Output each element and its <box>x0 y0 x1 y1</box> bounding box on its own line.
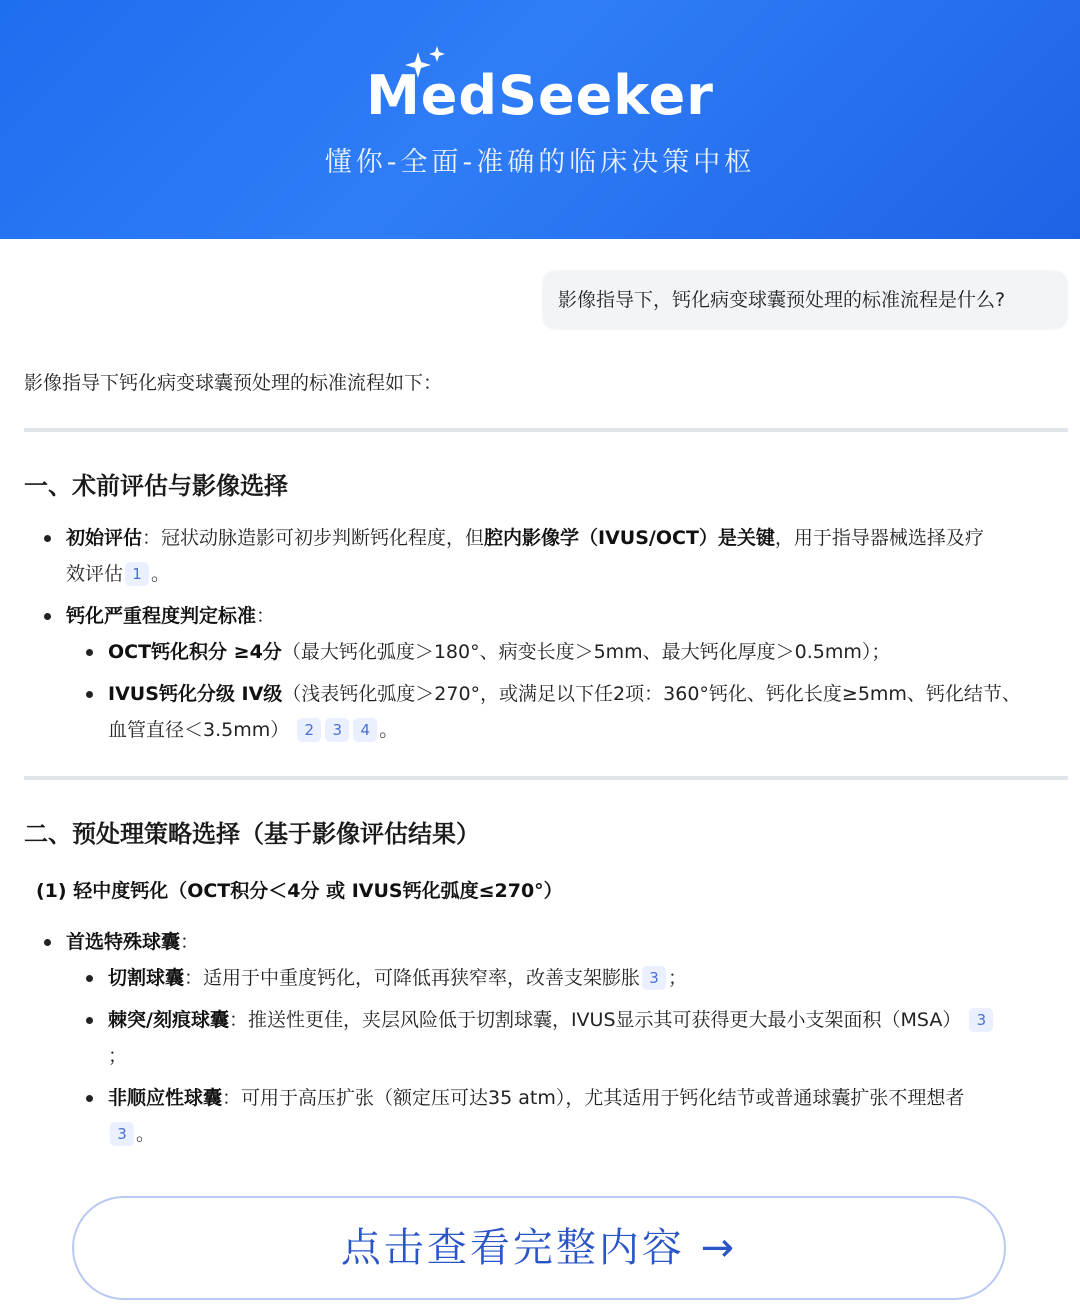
citation-ref[interactable]: 3 <box>110 1122 134 1146</box>
bullet <box>44 535 51 542</box>
list-item: 切割球囊：适用于中重度钙化，可降低再狭窄率，改善支架膨胀 3 ； <box>108 960 687 996</box>
bullet <box>86 691 93 698</box>
citation-ref[interactable]: 1 <box>125 562 149 586</box>
answer-intro: 影像指导下钙化病变球囊预处理的标准流程如下： <box>24 372 443 394</box>
subsection-heading: (1) 轻中度钙化（OCT积分＜4分 或 IVUS钙化弧度≤270°） <box>36 880 563 902</box>
bullet <box>86 649 93 656</box>
citation-ref[interactable]: 4 <box>353 718 377 742</box>
citation-ref[interactable]: 3 <box>969 1008 993 1032</box>
list-item: 初始评估：冠状动脉造影可初步判断钙化程度，但腔内影像学（IVUS/OCT）是关键，用于指导器械选择及疗 效评估 1 。 <box>66 520 1056 592</box>
citation-ref[interactable]: 3 <box>642 966 666 990</box>
bullet <box>86 975 93 982</box>
section-divider <box>24 428 1068 432</box>
user-message-bubble: 影像指导下，钙化病变球囊预处理的标准流程是什么? <box>542 270 1068 330</box>
bullet <box>44 939 51 946</box>
bullet <box>44 613 51 620</box>
bullet <box>86 1017 93 1024</box>
section-divider <box>24 776 1068 780</box>
app-logo: MedSeeker <box>366 64 714 127</box>
list-item: IVUS钙化分级 IV级（浅表钙化弧度＞270°，或满足以下任2项：360°钙化、钙化长度≥5mm、钙化结节、 血管直径＜3.5mm） 2 3 4 。 <box>108 676 1058 748</box>
list-item: 首选特殊球囊： <box>66 924 199 960</box>
list-item: 棘突/刻痕球囊：推送性更佳，夹层风险低于切割球囊，IVUS显示其可获得更大最小支架面积（MSA） 3 ； <box>108 1002 1063 1074</box>
view-full-content-button[interactable]: 点击查看完整内容 → <box>72 1196 1006 1300</box>
list-item: OCT钙化积分 ≥4分（最大钙化弧度＞180°、病变长度＞5mm、最大钙化厚度＞0.5mm）； <box>108 634 890 670</box>
section-heading-1: 一、术前评估与影像选择 <box>24 472 288 500</box>
brand-banner <box>0 0 1080 239</box>
list-item: 钙化严重程度判定标准： <box>66 598 275 634</box>
citation-ref[interactable]: 3 <box>325 718 349 742</box>
citation-ref[interactable]: 2 <box>297 718 321 742</box>
section-heading-2: 二、预处理策略选择（基于影像评估结果） <box>24 820 480 848</box>
item-label: 初始评估 <box>66 527 143 549</box>
list-item: 非顺应性球囊：可用于高压扩张（额定压可达35 atm），尤其适用于钙化结节或普通球囊扩张不理想者 3 。 <box>108 1080 1058 1152</box>
bullet <box>86 1095 93 1102</box>
app-tagline: 懂你-全面-准确的临床决策中枢 <box>324 147 756 178</box>
